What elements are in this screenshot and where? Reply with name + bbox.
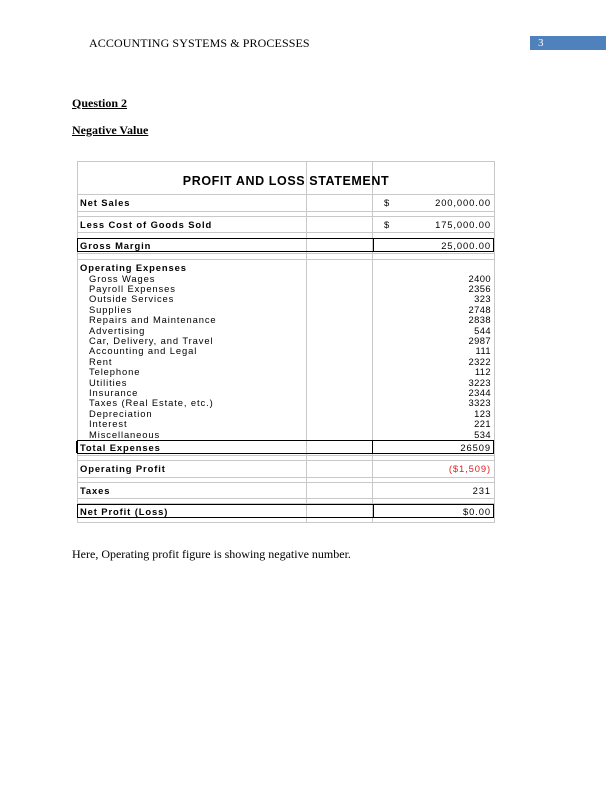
expense-row	[78, 346, 494, 356]
operating-profit-value: ($1,509)	[448, 463, 491, 474]
page-number: 3	[530, 36, 606, 50]
net-sales-label: Net Sales	[80, 197, 131, 208]
net-profit-value: $0.00	[463, 506, 491, 517]
expense-label: Payroll Expenses	[89, 282, 176, 294]
expense-label: Accounting and Legal	[89, 345, 198, 357]
expense-row	[78, 430, 494, 440]
expense-row	[78, 315, 494, 325]
statement-title: PROFIT AND LOSS STATEMENT	[182, 174, 390, 188]
expense-value: 2400	[468, 272, 491, 284]
expense-value: 2356	[468, 282, 491, 294]
cogs-currency: $	[384, 219, 391, 230]
net-sales-value: 200,000.00	[435, 197, 491, 208]
expense-label: Rent	[89, 355, 113, 367]
expense-row	[78, 419, 494, 429]
expense-row	[78, 357, 494, 367]
gross-margin-label: Gross Margin	[80, 240, 152, 251]
net-profit-label: Net Profit (Loss)	[80, 506, 169, 517]
running-header: ACCOUNTING SYSTEMS & PROCESSES	[89, 36, 310, 50]
expense-value: 111	[475, 345, 491, 357]
expense-label: Taxes (Real Estate, etc.)	[89, 397, 214, 409]
expense-label: Utilities	[89, 376, 128, 388]
expense-label: Depreciation	[89, 407, 153, 419]
expense-label: Supplies	[89, 303, 133, 315]
cogs-value: 175,000.00	[435, 219, 491, 230]
expense-label: Outside Services	[89, 293, 175, 305]
operating-expenses-label: Operating Expenses	[80, 262, 187, 273]
expense-row	[78, 378, 494, 388]
expense-value: 123	[474, 407, 491, 419]
question-heading: Question 2	[72, 96, 128, 110]
expense-label: Repairs and Maintenance	[89, 314, 217, 326]
expense-label: Car, Delivery, and Travel	[89, 334, 214, 346]
expense-label: Telephone	[89, 366, 141, 378]
expense-value: 544	[474, 324, 491, 336]
total-expenses-label: Total Expenses	[80, 442, 161, 453]
expense-value: 2344	[468, 386, 491, 398]
net-sales-currency: $	[384, 197, 391, 208]
cogs-label: Less Cost of Goods Sold	[80, 219, 213, 230]
operating-profit-label: Operating Profit	[80, 463, 166, 474]
expense-label: Miscellaneous	[89, 428, 161, 440]
expense-row	[78, 367, 494, 377]
expense-label: Advertising	[89, 324, 146, 336]
expense-value: 2322	[468, 355, 491, 367]
expense-row	[78, 294, 494, 304]
total-expenses-value: 26509	[460, 442, 491, 453]
expense-value: 323	[474, 293, 491, 305]
expense-row	[78, 409, 494, 419]
expense-value: 221	[474, 418, 491, 430]
taxes-label: Taxes	[80, 485, 111, 496]
expense-label: Gross Wages	[89, 272, 156, 284]
expense-value: 3323	[468, 397, 491, 409]
gross-margin-value: 25,000.00	[441, 240, 491, 251]
expense-value: 2987	[468, 334, 491, 346]
section-subheading: Negative Value	[72, 123, 149, 137]
expense-value: 2838	[468, 314, 491, 326]
taxes-value: 231	[472, 485, 491, 496]
body-paragraph: Here, Operating profit figure is showing negative number.	[72, 547, 351, 561]
expense-value: 2748	[468, 303, 491, 315]
expense-label: Insurance	[89, 386, 139, 398]
expense-value: 112	[474, 366, 491, 378]
expense-label: Interest	[89, 418, 128, 430]
expense-value: 534	[474, 428, 491, 440]
expense-value: 3223	[468, 376, 491, 388]
profit-loss-statement-table	[74, 161, 497, 523]
